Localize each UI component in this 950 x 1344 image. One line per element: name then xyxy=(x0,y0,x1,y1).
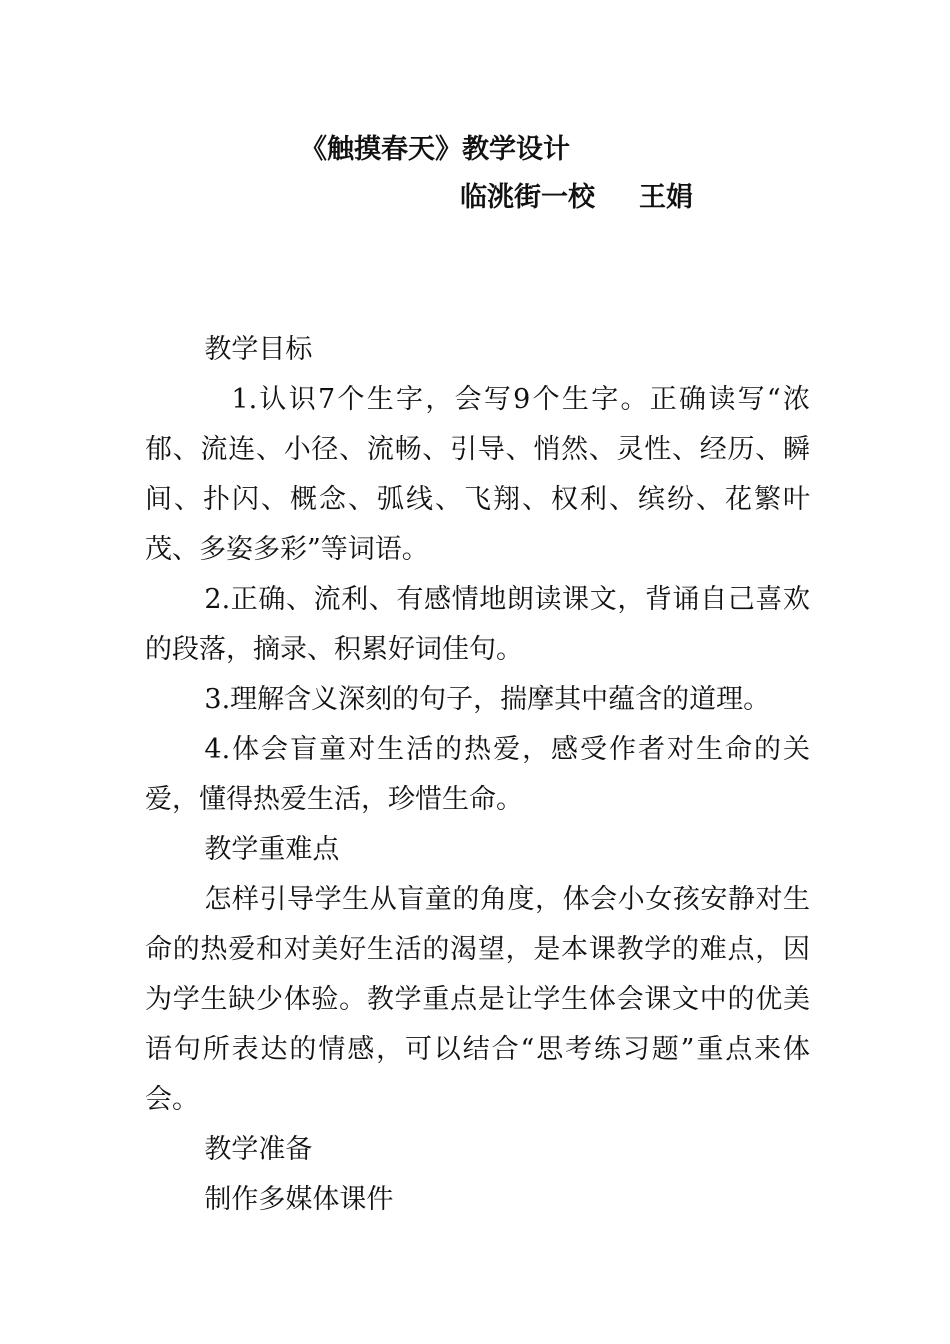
goal-item-1: 1.认识7个生字，会写9个生字。正确读写“浓郁、流连、小径、流畅、引导、悄然、灵性、经历、瞬间、扑闪、概念、弧线、飞翔、权利、缤纷、花繁叶茂、多姿多彩”等词语。 xyxy=(145,384,810,565)
school-name: 临洮街一校 xyxy=(460,182,595,213)
goals-heading: 教学目标 xyxy=(204,334,313,365)
key-points-paragraph: 怎样引导学生从盲童的角度，体会小女孩安静对生命的热爱和对美好生活的渴望，是本课教学的难点，因为学生缺少体验。教学重点是让学生体会课文中的优美语句所表达的情感，可以结合“思考练习题”重点来体会。 xyxy=(145,884,810,1115)
document-body xyxy=(145,325,810,1225)
key-points-heading: 教学重难点 xyxy=(204,834,340,865)
goal-item-3: 3.理解含义深刻的句子，揣摩其中蕴含的道理。 xyxy=(204,684,771,715)
document-title: 《触摸春天》教学设计 xyxy=(300,134,570,165)
author-name: 王娟 xyxy=(639,182,693,213)
preparation-heading: 教学准备 xyxy=(204,1134,313,1165)
goal-item-2: 2.正确、流利、有感情地朗读课文，背诵自己喜欢的段落，摘录、积累好词佳句。 xyxy=(145,584,810,665)
author-line xyxy=(460,178,693,218)
preparation-paragraph: 制作多媒体课件 xyxy=(204,1184,394,1215)
goal-item-4: 4.体会盲童对生活的热爱，感受作者对生命的关爱，懂得热爱生活，珍惜生命。 xyxy=(145,734,810,815)
